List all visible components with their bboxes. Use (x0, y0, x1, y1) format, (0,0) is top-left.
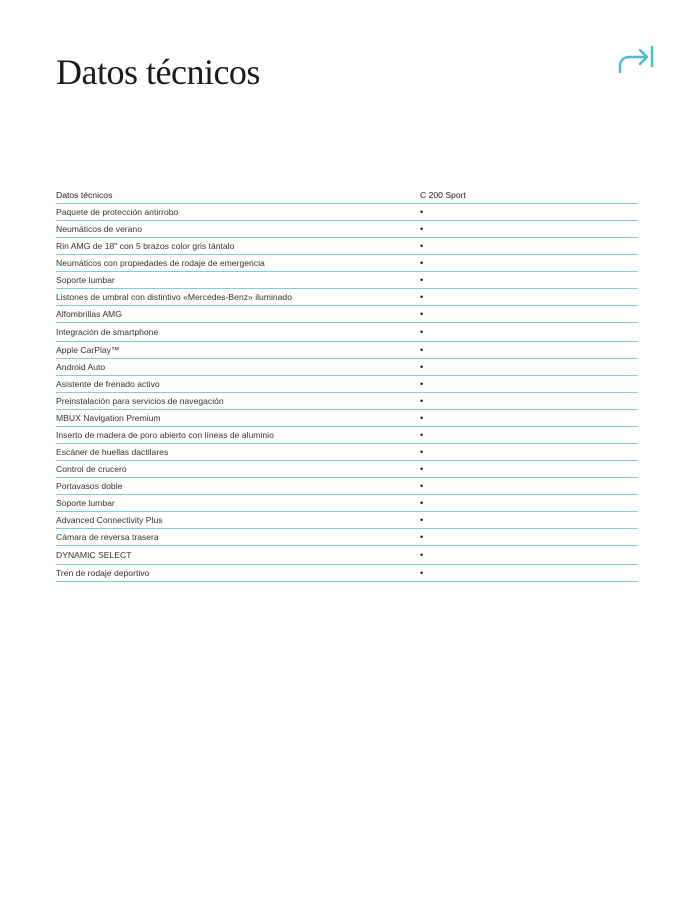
table-row (56, 495, 638, 512)
feature-label: Neumáticos de verano (56, 221, 420, 238)
table-row (56, 376, 638, 393)
technical-data-table (56, 187, 638, 582)
included-bullet: • (420, 306, 638, 323)
table-row (56, 410, 638, 427)
feature-label: MBUX Navigation Premium (56, 410, 420, 427)
table-row (56, 289, 638, 306)
feature-label: Preinstalación para servicios de navegación (56, 393, 420, 410)
feature-label: Control de crucero (56, 461, 420, 478)
feature-label: Inserto de madera de poro abierto con líneas de aluminio (56, 427, 420, 444)
included-bullet: • (420, 529, 638, 546)
feature-label: Asistente de frenado activo (56, 376, 420, 393)
column-header-feature: Datos técnicos (56, 187, 420, 204)
page-title: Datos técnicos (56, 52, 260, 92)
table-body (56, 204, 638, 582)
included-bullet: • (420, 204, 638, 221)
table-row (56, 255, 638, 272)
table-row (56, 306, 638, 323)
included-bullet: • (420, 289, 638, 306)
table-row (56, 427, 638, 444)
included-bullet: • (420, 410, 638, 427)
included-bullet: • (420, 272, 638, 289)
table-row (56, 221, 638, 238)
feature-label: Integración de smartphone (56, 323, 420, 342)
feature-label: Soporte lumbar (56, 272, 420, 289)
table-row (56, 204, 638, 221)
feature-label: Listones de umbral con distintivo «Mercedes-Benz» iluminado (56, 289, 420, 306)
table-row (56, 478, 638, 495)
table-row (56, 393, 638, 410)
included-bullet: • (420, 323, 638, 342)
included-bullet: • (420, 444, 638, 461)
feature-label: Escáner de huellas dactilares (56, 444, 420, 461)
feature-label: Cámara de reversa trasera (56, 529, 420, 546)
included-bullet: • (420, 393, 638, 410)
included-bullet: • (420, 512, 638, 529)
feature-label: Paquete de protección antirrobo (56, 204, 420, 221)
feature-label: Neumáticos con propiedades de rodaje de emergencia (56, 255, 420, 272)
table-row (56, 565, 638, 582)
feature-label: Soporte lumbar (56, 495, 420, 512)
table-row (56, 359, 638, 376)
included-bullet: • (420, 255, 638, 272)
included-bullet: • (420, 546, 638, 565)
feature-label: Tren de rodaje deportivo (56, 565, 420, 582)
feature-label: Apple CarPlay™ (56, 342, 420, 359)
included-bullet: • (420, 238, 638, 255)
table-row (56, 546, 638, 565)
table-row (56, 461, 638, 478)
feature-label: Android Auto (56, 359, 420, 376)
feature-label: Portavasos doble (56, 478, 420, 495)
table-row (56, 342, 638, 359)
feature-label: Rin AMG de 18" con 5 brazos color gris tántalo (56, 238, 420, 255)
table-row (56, 323, 638, 342)
included-bullet: • (420, 359, 638, 376)
table-row (56, 529, 638, 546)
feature-label: Advanced Connectivity Plus (56, 512, 420, 529)
included-bullet: • (420, 495, 638, 512)
included-bullet: • (420, 461, 638, 478)
included-bullet: • (420, 342, 638, 359)
feature-label: DYNAMIC SELECT (56, 546, 420, 565)
column-header-model: C 200 Sport (420, 187, 638, 204)
table-row (56, 444, 638, 461)
table-row (56, 272, 638, 289)
return-arrow-icon[interactable] (614, 44, 656, 78)
table-header-row (56, 187, 638, 204)
included-bullet: • (420, 221, 638, 238)
included-bullet: • (420, 427, 638, 444)
feature-label: Alfombrillas AMG (56, 306, 420, 323)
included-bullet: • (420, 478, 638, 495)
table-row (56, 238, 638, 255)
included-bullet: • (420, 376, 638, 393)
included-bullet: • (420, 565, 638, 582)
table-row (56, 512, 638, 529)
